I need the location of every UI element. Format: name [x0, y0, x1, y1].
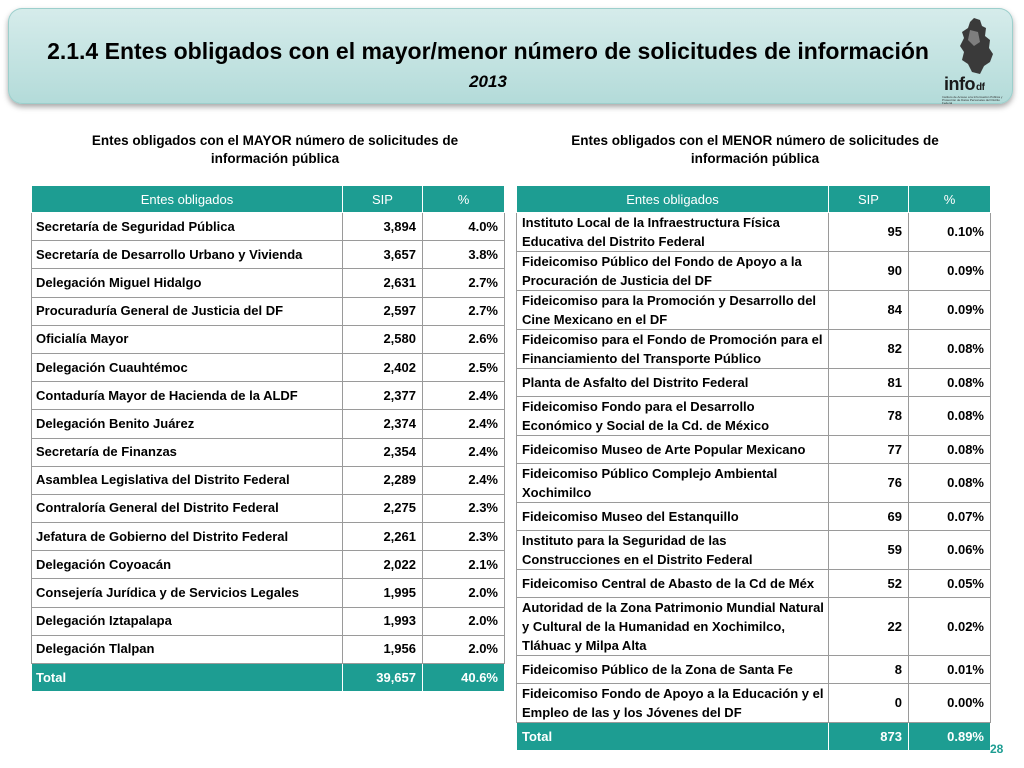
pct-value: 0.09% [909, 291, 991, 330]
ente-name: Secretaría de Seguridad Pública [32, 213, 343, 241]
sip-value: 81 [829, 369, 909, 397]
pct-value: 2.6% [423, 325, 505, 353]
ente-name: Delegación Benito Juárez [32, 410, 343, 438]
table-row [517, 531, 991, 570]
col-header-pct: % [909, 186, 991, 213]
total-label: Total [32, 664, 343, 692]
col-header-pct: % [423, 186, 505, 213]
sip-value: 8 [829, 656, 909, 684]
table-row [517, 570, 991, 598]
table-row [32, 213, 505, 241]
pct-value: 3.8% [423, 241, 505, 269]
page-year: 2013 [469, 72, 507, 91]
pct-value: 0.06% [909, 531, 991, 570]
table-row [517, 684, 991, 723]
table-row [517, 252, 991, 291]
ente-name: Contraloría General del Distrito Federal [32, 494, 343, 522]
ente-name: Fideicomiso Fondo de Apoyo a la Educación y el Empleo de las y los Jóvenes del DF [517, 684, 829, 723]
col-header-sip: SIP [343, 186, 423, 213]
pct-value: 2.7% [423, 297, 505, 325]
table-row [517, 213, 991, 252]
pct-value: 2.0% [423, 607, 505, 635]
table-row [32, 410, 505, 438]
page-title: 2.1.4 Entes obligados con el mayor/menor número de solicitudes de información [47, 38, 929, 64]
ente-name: Jefatura de Gobierno del Distrito Federal [32, 523, 343, 551]
table-row [517, 656, 991, 684]
table-row [32, 551, 505, 579]
sip-value: 3,657 [343, 241, 423, 269]
sip-value: 2,402 [343, 353, 423, 381]
pct-value: 2.1% [423, 551, 505, 579]
ente-name: Fideicomiso Público de la Zona de Santa Fe [517, 656, 829, 684]
sip-value: 59 [829, 531, 909, 570]
pct-value: 2.3% [423, 494, 505, 522]
table-row [32, 466, 505, 494]
ente-name: Fideicomiso Central de Abasto de la Cd de Méx [517, 570, 829, 598]
table-row [517, 291, 991, 330]
ente-name: Delegación Tlalpan [32, 635, 343, 663]
sip-value: 84 [829, 291, 909, 330]
sip-value: 77 [829, 436, 909, 464]
pct-value: 0.09% [909, 252, 991, 291]
ente-name: Fideicomiso Fondo para el Desarrollo Económico y Social de la Cd. de México [517, 397, 829, 436]
ente-name: Fideicomiso Público del Fondo de Apoyo a la Procuración de Justicia del DF [517, 252, 829, 291]
pct-value: 0.07% [909, 503, 991, 531]
table-row [32, 382, 505, 410]
sip-value: 0 [829, 684, 909, 723]
sip-value: 2,377 [343, 382, 423, 410]
total-sip: 39,657 [343, 664, 423, 692]
sip-value: 1,993 [343, 607, 423, 635]
pct-value: 0.02% [909, 598, 991, 656]
sip-value: 3,894 [343, 213, 423, 241]
sip-value: 1,995 [343, 579, 423, 607]
table-row [517, 397, 991, 436]
pct-value: 2.4% [423, 466, 505, 494]
pct-value: 0.08% [909, 436, 991, 464]
sip-value: 1,956 [343, 635, 423, 663]
pct-value: 2.0% [423, 579, 505, 607]
page-number: 28 [990, 742, 1004, 756]
total-label: Total [517, 723, 829, 751]
pct-value: 2.0% [423, 635, 505, 663]
col-header-entes: Entes obligados [517, 186, 829, 213]
sip-value: 2,354 [343, 438, 423, 466]
sip-value: 90 [829, 252, 909, 291]
table-row [32, 353, 505, 381]
pct-value: 2.4% [423, 410, 505, 438]
ente-name: Planta de Asfalto del Distrito Federal [517, 369, 829, 397]
ente-name: Contaduría Mayor de Hacienda de la ALDF [32, 382, 343, 410]
pct-value: 0.01% [909, 656, 991, 684]
right-header-row [517, 186, 991, 213]
pct-value: 4.0% [423, 213, 505, 241]
left-header-row [32, 186, 505, 213]
table-row [517, 330, 991, 369]
ente-name: Instituto Local de la Infraestructura Física Educativa del Distrito Federal [517, 213, 829, 252]
ente-name: Secretaría de Desarrollo Urbano y Vivienda [32, 241, 343, 269]
infodf-logo [934, 16, 1014, 104]
ente-name: Instituto para la Seguridad de las Construcciones en el Distrito Federal [517, 531, 829, 570]
ente-name: Asamblea Legislativa del Distrito Federal [32, 466, 343, 494]
pct-value: 2.4% [423, 382, 505, 410]
ente-name: Fideicomiso Museo del Estanquillo [517, 503, 829, 531]
ente-name: Procuraduría General de Justicia del DF [32, 297, 343, 325]
pct-value: 0.05% [909, 570, 991, 598]
right-subtitle: Entes obligados con el MENOR número de solicitudes de información pública [571, 133, 939, 166]
sip-value: 2,374 [343, 410, 423, 438]
pct-value: 0.08% [909, 397, 991, 436]
ente-name: Secretaría de Finanzas [32, 438, 343, 466]
ente-name: Consejería Jurídica y de Servicios Legales [32, 579, 343, 607]
header-banner [8, 8, 1013, 104]
ente-name: Delegación Cuauhtémoc [32, 353, 343, 381]
table-row [517, 464, 991, 503]
sip-value: 95 [829, 213, 909, 252]
sip-value: 22 [829, 598, 909, 656]
ente-name: Delegación Miguel Hidalgo [32, 269, 343, 297]
sip-value: 2,289 [343, 466, 423, 494]
total-row [32, 664, 505, 692]
table-row [32, 579, 505, 607]
sip-value: 52 [829, 570, 909, 598]
ente-name: Fideicomiso para la Promoción y Desarrollo del Cine Mexicano en el DF [517, 291, 829, 330]
sip-value: 2,022 [343, 551, 423, 579]
sip-value: 82 [829, 330, 909, 369]
ente-name: Fideicomiso Público Complejo Ambiental Xochimilco [517, 464, 829, 503]
table-row [32, 635, 505, 663]
right-table [516, 185, 991, 751]
sip-value: 2,631 [343, 269, 423, 297]
brand-tagline: Instituto de Acceso a la Información Pública y Protección de Datos Personales del Distrito Federal [942, 95, 1003, 105]
sip-value: 69 [829, 503, 909, 531]
pct-value: 2.4% [423, 438, 505, 466]
sip-value: 76 [829, 464, 909, 503]
df-map-icon [956, 16, 996, 76]
pct-value: 0.08% [909, 464, 991, 503]
total-pct: 0.89% [909, 723, 991, 751]
col-header-entes: Entes obligados [32, 186, 343, 213]
pct-value: 2.7% [423, 269, 505, 297]
table-row [32, 269, 505, 297]
col-header-sip: SIP [829, 186, 909, 213]
pct-value: 2.3% [423, 523, 505, 551]
pct-value: 0.08% [909, 330, 991, 369]
table-row [32, 325, 505, 353]
brand-name: infodf [944, 74, 985, 94]
table-row [32, 607, 505, 635]
table-row [517, 369, 991, 397]
ente-name: Fideicomiso para el Fondo de Promoción para el Financiamiento del Transporte Público [517, 330, 829, 369]
ente-name: Delegación Coyoacán [32, 551, 343, 579]
table-row [32, 438, 505, 466]
ente-name: Oficialía Mayor [32, 325, 343, 353]
total-row [517, 723, 991, 751]
pct-value: 2.5% [423, 353, 505, 381]
pct-value: 0.10% [909, 213, 991, 252]
total-pct: 40.6% [423, 664, 505, 692]
table-row [517, 436, 991, 464]
table-row [32, 494, 505, 522]
ente-name: Delegación Iztapalapa [32, 607, 343, 635]
left-table [31, 185, 505, 692]
table-row [517, 503, 991, 531]
sip-value: 2,261 [343, 523, 423, 551]
pct-value: 0.00% [909, 684, 991, 723]
table-row [517, 598, 991, 656]
ente-name: Autoridad de la Zona Patrimonio Mundial Natural y Cultural de la Humanidad en Xochimilco, Tláhuac y Milpa Alta [517, 598, 829, 656]
total-sip: 873 [829, 723, 909, 751]
sip-value: 78 [829, 397, 909, 436]
table-row [32, 241, 505, 269]
ente-name: Fideicomiso Museo de Arte Popular Mexicano [517, 436, 829, 464]
table-row [32, 297, 505, 325]
sip-value: 2,597 [343, 297, 423, 325]
pct-value: 0.08% [909, 369, 991, 397]
sip-value: 2,580 [343, 325, 423, 353]
sip-value: 2,275 [343, 494, 423, 522]
left-subtitle: Entes obligados con el MAYOR número de solicitudes de información pública [91, 133, 459, 166]
table-row [32, 523, 505, 551]
